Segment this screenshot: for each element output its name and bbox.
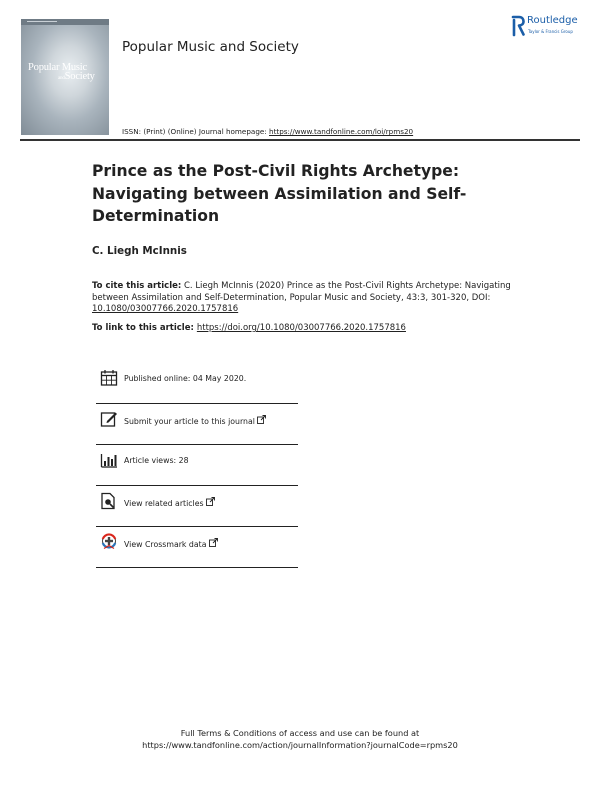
footer-terms-link[interactable]: https://www.tandfonline.com/action/journalInformation?journalCode=rpms20 (142, 740, 458, 750)
related-articles-label: View related articles (124, 499, 204, 508)
submit-article-row[interactable] (96, 405, 298, 445)
article-author: C. Liegh McInnis (92, 245, 187, 257)
submit-article-link[interactable] (124, 415, 266, 426)
journal-title: Popular Music and Society (122, 39, 299, 55)
external-link-icon (206, 497, 215, 506)
crossmark-link[interactable] (124, 538, 218, 549)
citation-block (92, 281, 512, 316)
journal-homepage-link[interactable]: https://www.tandfonline.com/loi/rpms20 (269, 127, 414, 136)
article-link[interactable]: https://doi.org/10.1080/03007766.2020.1757816 (196, 323, 406, 333)
related-articles-link[interactable] (124, 497, 215, 508)
row-divider (96, 403, 298, 404)
cite-text: C. Liegh McInnis (2020) Prince as the Post-Civil Rights Archetype: Navigating between Assimilation and Self-Determination, Popular Music and Society, 43:3, 301-320, DOI: (92, 281, 511, 303)
crossmark-row[interactable] (96, 528, 298, 568)
link-label: To link to this article: (92, 323, 197, 333)
related-articles-row[interactable] (96, 487, 298, 527)
publisher-tagline: Taylor & Francis Group (528, 29, 573, 34)
article-views-text: Article views: 28 (124, 456, 189, 465)
issn-line (122, 127, 413, 136)
header-divider (20, 139, 580, 141)
publisher-name: Routledge (527, 15, 578, 26)
document-search-icon (100, 492, 118, 510)
submit-article-label: Submit your article to this journal (124, 417, 255, 426)
cover-title-amp: and (58, 76, 65, 81)
routledge-logo-icon (511, 16, 525, 36)
row-divider (96, 526, 298, 527)
bar-chart-icon (100, 451, 118, 469)
cover-title-line1: Popular Music (28, 62, 87, 73)
external-link-icon (209, 538, 218, 547)
calendar-icon (100, 369, 118, 387)
row-divider (96, 444, 298, 445)
cover-title-line2: Society (64, 71, 95, 82)
cover-top-band (21, 19, 109, 25)
doi-link[interactable]: 10.1080/03007766.2020.1757816 (92, 304, 239, 315)
issn-prefix: ISSN: (Print) (Online) Journal homepage: (122, 127, 270, 136)
crossmark-icon (100, 533, 118, 551)
cite-label: To cite this article: (92, 281, 182, 291)
link-line (92, 323, 406, 333)
footer-terms-text: Full Terms & Conditions of access and use can be found at (180, 728, 420, 738)
external-link-icon (257, 415, 266, 424)
published-row (96, 364, 298, 404)
crossmark-label: View Crossmark data (124, 540, 207, 549)
row-divider (96, 485, 298, 486)
published-date-text: Published online: 04 May 2020. (124, 374, 247, 383)
edit-icon (100, 410, 118, 428)
article-views-row (96, 446, 298, 486)
cover-title (28, 63, 95, 83)
row-divider (96, 567, 298, 568)
journal-cover-image (21, 19, 109, 139)
cover-publisher-mark: Routledge (34, 135, 50, 139)
cover-top-line (27, 21, 57, 22)
article-title: Prince as the Post-Civil Rights Archetype: Navigating between Assimilation and Self-Determination (92, 162, 467, 225)
